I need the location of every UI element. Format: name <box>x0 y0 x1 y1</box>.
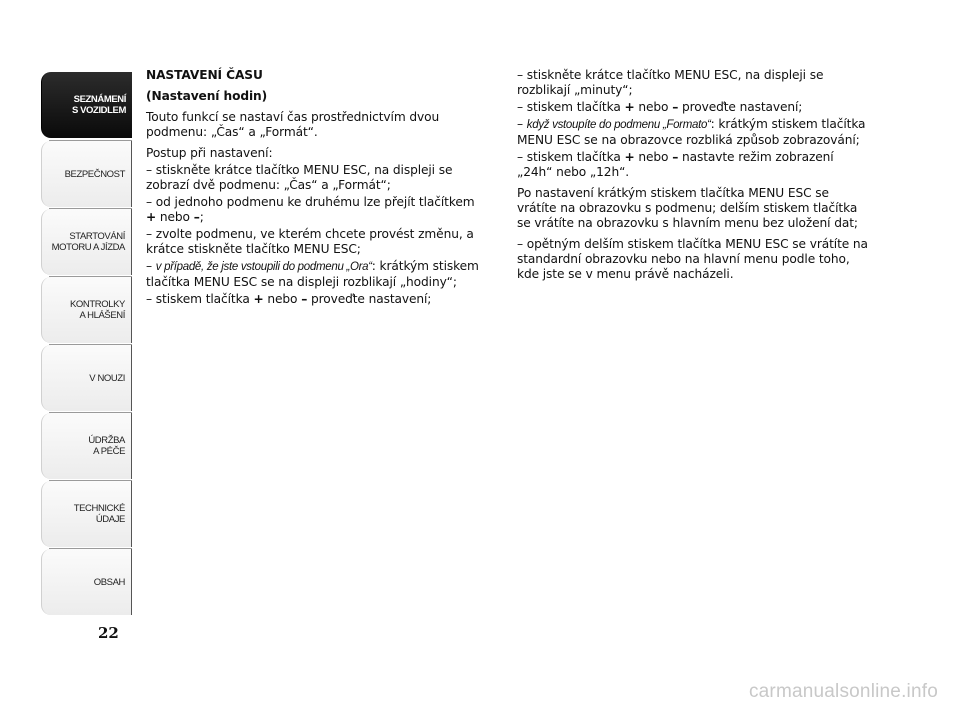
step-8-text: : krátkým stiskem tlačítka MENU ESC se na obrazovce rozbliká způsob zobrazování; <box>517 117 866 147</box>
punct: ; <box>199 210 204 224</box>
tab-kontrolky[interactable] <box>41 277 132 343</box>
right-column <box>517 68 872 288</box>
step-9-text: – stiskem tlačítka <box>517 150 625 164</box>
tab-startovani[interactable] <box>41 209 132 275</box>
step-8 <box>517 117 872 148</box>
minus-symbol: – <box>193 210 200 224</box>
dash: – <box>146 259 156 273</box>
tab-label: TECHNICKÉ ÚDAJE <box>73 503 125 525</box>
tab-label: OBSAH <box>93 576 125 588</box>
step-5-text: – stiskem tlačítka <box>146 292 254 306</box>
page-number: 22 <box>98 624 119 642</box>
tab-label: KONTROLKY A HLÁŠENÍ <box>70 299 125 321</box>
procedure-label: Postup při nastavení: <box>146 146 273 160</box>
section-subheading: (Nastavení hodin) <box>146 89 268 103</box>
or-text: nebo <box>634 150 673 164</box>
minus-symbol: – <box>301 292 308 306</box>
step-5 <box>146 292 498 307</box>
tab-udrzba[interactable] <box>41 413 132 479</box>
tab-v-nouzi[interactable] <box>41 345 132 411</box>
plus-symbol: + <box>624 150 635 164</box>
paragraph-long-press: – opětným delším stiskem tlačítka MENU ESC se vrátíte na standardní obrazovku nebo na hlavní menu podle toho, kde jste se v menu právě nacházeli. <box>517 237 868 281</box>
step-9 <box>517 150 872 180</box>
or-text: nebo <box>634 100 673 114</box>
chapter-sidebar <box>41 72 132 620</box>
tab-bezpecnost[interactable] <box>41 141 132 207</box>
tab-label: ÚDRŽBA A PÉČE <box>88 435 125 457</box>
step-6: – stiskněte krátce tlačítko MENU ESC, na displeji se rozblikají „minuty“; <box>517 68 824 97</box>
step-4-text: : krátkým stiskem tlačítka MENU ESC se na displeji rozblikají „hodiny“; <box>146 259 479 289</box>
tab-label: V NOUZI <box>89 372 125 384</box>
plus-symbol: + <box>146 210 157 224</box>
plus-symbol: + <box>624 100 635 114</box>
tab-obsah[interactable] <box>41 549 132 615</box>
left-column <box>146 68 498 309</box>
watermark: carmanualsonline.info <box>748 681 938 702</box>
minus-symbol: – <box>672 100 679 114</box>
step-4 <box>146 259 498 290</box>
step-7-text: – stiskem tlačítka <box>517 100 625 114</box>
section-heading: NASTAVENÍ ČASU <box>146 68 263 82</box>
step-8-condition: když vstoupíte do podmenu „Formato“ <box>526 119 711 131</box>
step-7-rest: proveďte nastavení; <box>678 100 803 114</box>
plus-symbol: + <box>253 292 264 306</box>
step-4-condition: v případě, že jste vstoupili do podmenu „Ora“ <box>155 261 372 273</box>
step-7 <box>517 100 872 115</box>
tab-label: SEZNÁMENÍ S VOZIDLEM <box>71 94 126 116</box>
or-text: nebo <box>263 292 302 306</box>
tab-label: STARTOVÁNÍ MOTORU A JÍZDA <box>51 231 125 253</box>
step-2 <box>146 195 498 225</box>
step-5-rest: proveďte nastavení; <box>307 292 432 306</box>
or-text: nebo <box>156 210 194 224</box>
step-3: – zvolte podmenu, ve kterém chcete provést změnu, a krátce stiskněte tlačítko MENU ESC; <box>146 227 474 256</box>
step-9-rest: nastavte režim zobrazení „24h“ nebo „12h“. <box>517 150 834 179</box>
tab-technicke-udaje[interactable] <box>41 481 132 547</box>
step-2-text: – od jednoho podmenu ke druhému lze přejít tlačítkem <box>146 195 475 209</box>
intro-paragraph: Touto funkcí se nastaví čas prostřednictvím dvou podmenu: „Čas“ a „Formát“. <box>146 110 440 139</box>
tab-seznameni-s-vozidlem[interactable] <box>41 72 132 138</box>
tab-label: BEZPEČNOST <box>64 168 125 180</box>
minus-symbol: – <box>672 150 679 164</box>
dash: – <box>517 117 527 131</box>
paragraph-after-setting: Po nastavení krátkým stiskem tlačítka MENU ESC se vrátíte na obrazovku s podmenu; delším stiskem tlačítka se vrátíte na obrazovku s hlavním menu bez uložení dat; <box>517 186 858 230</box>
step-1: – stiskněte krátce tlačítko MENU ESC, na displeji se zobrazí dvě podmenu: „Čas“ a „Formát“; <box>146 163 453 192</box>
